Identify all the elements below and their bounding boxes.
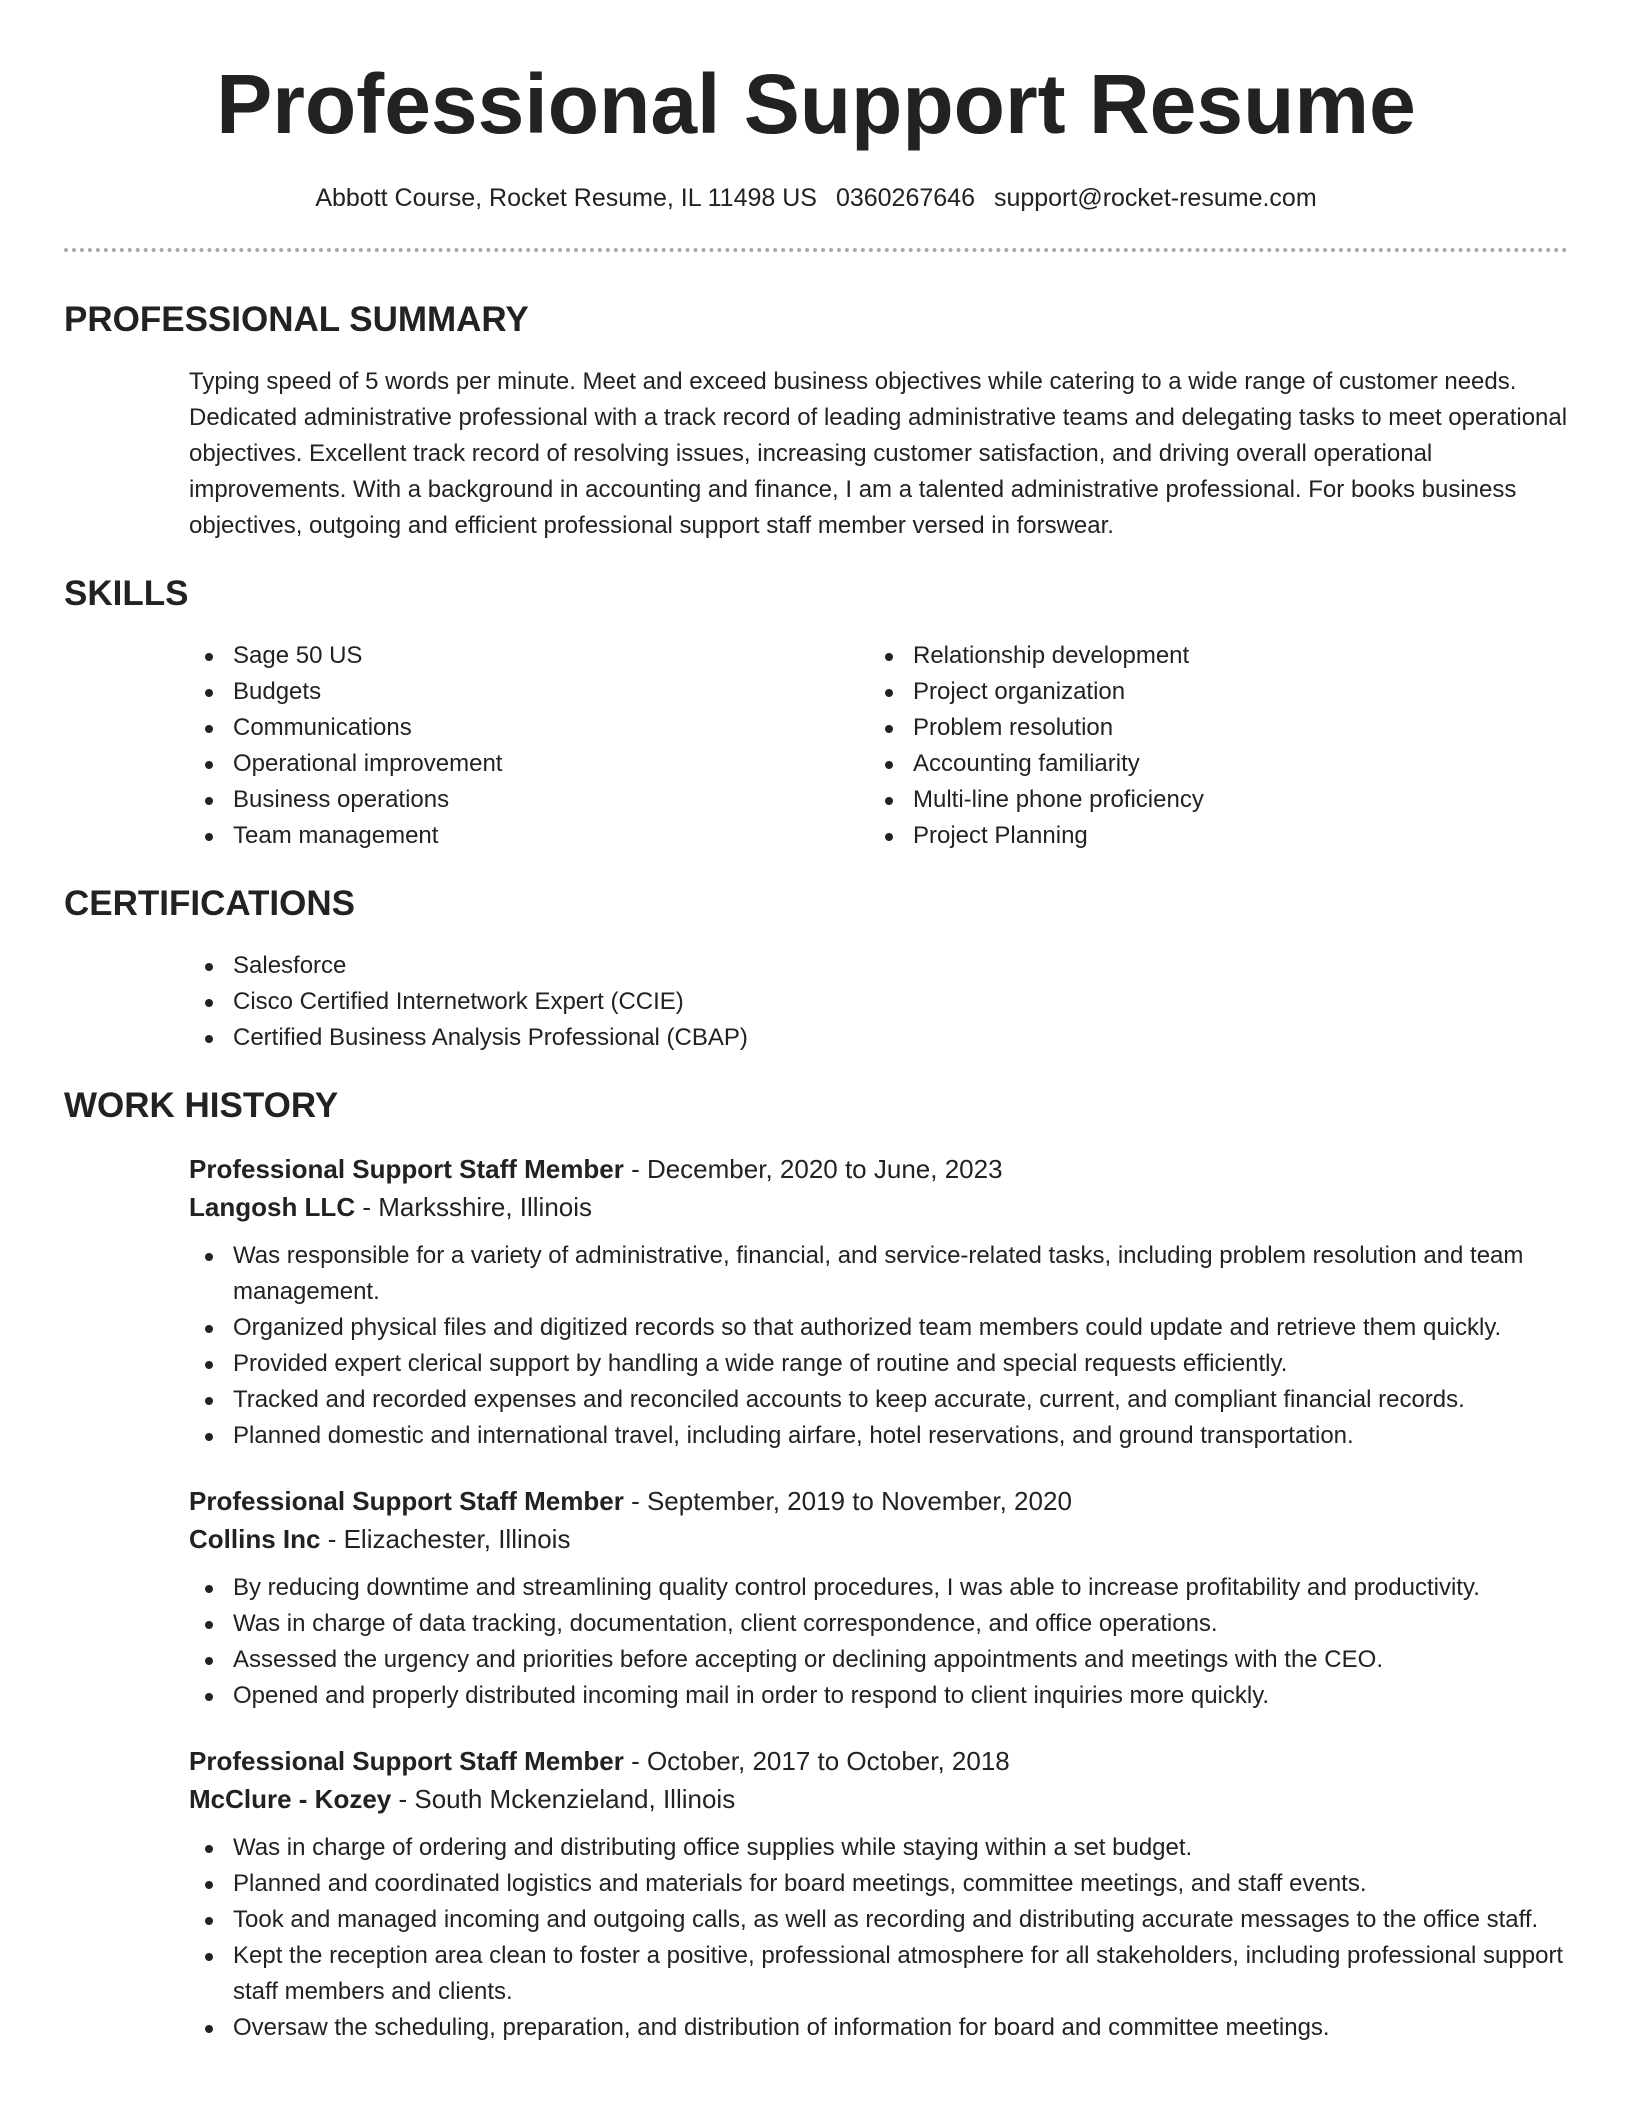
bullet-dot: [205, 1953, 213, 1961]
job-title-line: [189, 1742, 1568, 1780]
work-history-section: [64, 1086, 1568, 2046]
resume-header: [64, 0, 1568, 214]
summary-section: [64, 300, 1568, 544]
bullet-dot: [205, 1881, 213, 1889]
bullet-dot: [885, 689, 893, 697]
skill-item: Team management: [189, 818, 869, 854]
bullet-dot: [885, 725, 893, 733]
job-bullet: Tracked and recorded expenses and reconciled accounts to keep accurate, current, and compliant financial records.: [189, 1382, 1569, 1418]
bullet-dot: [205, 653, 213, 661]
skill-item: Problem resolution: [869, 710, 1549, 746]
job-company: Langosh LLC: [189, 1192, 356, 1222]
skill-item: Accounting familiarity: [869, 746, 1549, 782]
job-company-line: [189, 1188, 1568, 1226]
bullet-dot: [205, 1693, 213, 1701]
bullet-dot: [885, 833, 893, 841]
job-bullet: Took and managed incoming and outgoing calls, as well as recording and distributing accurate messages to the office staff.: [189, 1902, 1569, 1938]
job-bullet: Was in charge of data tracking, documentation, client correspondence, and office operations.: [189, 1606, 1569, 1642]
job-bullet: Was responsible for a variety of administrative, financial, and service-related tasks, including problem resolution and team management.: [189, 1238, 1569, 1310]
bullet-dot: [205, 963, 213, 971]
job-company-line: [189, 1520, 1568, 1558]
skill-item: Communications: [189, 710, 869, 746]
bullet-dot: [205, 1845, 213, 1853]
skill-item: Sage 50 US: [189, 638, 869, 674]
bullet-dot: [205, 2025, 213, 2033]
certifications-section: [64, 884, 1568, 1056]
job-bullet: Planned and coordinated logistics and materials for board meetings, committee meetings, and staff events.: [189, 1866, 1569, 1902]
bullet-dot: [205, 1657, 213, 1665]
bullet-dot: [205, 1361, 213, 1369]
contact-address: Abbott Course, Rocket Resume, IL 11498 US: [315, 184, 817, 212]
skill-item: Relationship development: [869, 638, 1549, 674]
resume-name: Professional Support Resume: [216, 57, 1416, 151]
job-bullet: Provided expert clerical support by handling a wide range of routine and special requests efficiently.: [189, 1346, 1569, 1382]
bullet-dot: [205, 1433, 213, 1441]
job-bullet: Organized physical files and digitized records so that authorized team members could update and retrieve them quickly.: [189, 1310, 1569, 1346]
bullet-dot: [205, 833, 213, 841]
summary-heading: PROFESSIONAL SUMMARY: [64, 300, 529, 339]
job-entry: [189, 1742, 1568, 2046]
job-title-line: [189, 1150, 1568, 1188]
contact-line: [64, 182, 1568, 214]
job-bullet: Opened and properly distributed incoming mail in order to respond to client inquiries more quickly.: [189, 1678, 1569, 1714]
job-role: Professional Support Staff Member: [189, 1486, 624, 1516]
job-dates: - October, 2017 to October, 2018: [623, 1746, 1010, 1776]
certifications-heading: CERTIFICATIONS: [64, 884, 356, 923]
skill-item: Multi-line phone proficiency: [869, 782, 1549, 818]
bullet-dot: [885, 653, 893, 661]
bullet-dot: [205, 761, 213, 769]
job-bullet: Oversaw the scheduling, preparation, and distribution of information for board and committee meetings.: [189, 2010, 1569, 2046]
skill-item: Project organization: [869, 674, 1549, 710]
bullet-dot: [205, 1585, 213, 1593]
job-bullets: [189, 1830, 1568, 2046]
bullet-dot: [205, 1917, 213, 1925]
contact-email: support@rocket-resume.com: [993, 184, 1317, 212]
skill-item: Operational improvement: [189, 746, 869, 782]
skills-section: [64, 574, 1568, 854]
bullet-dot: [205, 1035, 213, 1043]
job-location: - Elizachester, Illinois: [320, 1524, 571, 1554]
job-role: Professional Support Staff Member: [189, 1154, 624, 1184]
bullet-dot: [205, 1397, 213, 1405]
job-bullets: [189, 1238, 1568, 1454]
job-location: - South Mckenzieland, Illinois: [391, 1784, 736, 1814]
bullet-dot: [885, 797, 893, 805]
bullet-dot: [205, 999, 213, 1007]
skills-list-right: [869, 638, 1549, 854]
skills-heading: SKILLS: [64, 574, 189, 613]
bullet-dot: [205, 689, 213, 697]
certification-item: Cisco Certified Internetwork Expert (CCIE): [189, 984, 1568, 1020]
skills-list-left: [189, 638, 869, 854]
contact-phone: 0360267646: [835, 184, 975, 212]
bullet-dot: [205, 797, 213, 805]
job-company-line: [189, 1780, 1568, 1818]
job-bullet: By reducing downtime and streamlining quality control procedures, I was able to increase profitability and productivity.: [189, 1570, 1569, 1606]
certifications-list: [189, 948, 1568, 1056]
header-divider: [64, 248, 1568, 252]
job-entry: [189, 1150, 1568, 1454]
bullet-dot: [205, 1621, 213, 1629]
skill-item: Business operations: [189, 782, 869, 818]
certification-item: Salesforce: [189, 948, 1568, 984]
job-bullet: Kept the reception area clean to foster a positive, professional atmosphere for all stakeholders, including professional support staff members and clients.: [189, 1938, 1569, 2010]
skill-item: Budgets: [189, 674, 869, 710]
job-role: Professional Support Staff Member: [189, 1746, 624, 1776]
bullet-dot: [885, 761, 893, 769]
certification-item: Certified Business Analysis Professional (CBAP): [189, 1020, 1568, 1056]
job-bullets: [189, 1570, 1568, 1714]
bullet-dot: [205, 725, 213, 733]
job-title-line: [189, 1482, 1568, 1520]
job-bullet: Assessed the urgency and priorities before accepting or declining appointments and meetings with the CEO.: [189, 1642, 1569, 1678]
bullet-dot: [205, 1325, 213, 1333]
job-dates: - December, 2020 to June, 2023: [623, 1154, 1003, 1184]
job-bullet: Was in charge of ordering and distributing office supplies while staying within a set budget.: [189, 1830, 1569, 1866]
job-location: - Marksshire, Illinois: [355, 1192, 593, 1222]
job-dates: - September, 2019 to November, 2020: [623, 1486, 1072, 1516]
job-entry: [189, 1482, 1568, 1714]
summary-text: Typing speed of 5 words per minute. Meet and exceed business objectives while catering to a wide range of customer needs. Dedicated administrative professional with a track record of leading administrative teams and delegating tasks to meet operational objectives. Excellent track record of resolving issues, increasing customer satisfaction, and driving overall operational improvements. With a background in accounting and finance, I am a talented administrative professional. For books business objectives, outgoing and efficient professional support staff member versed in forswear.: [189, 368, 1568, 539]
work-history-heading: WORK HISTORY: [64, 1086, 339, 1125]
job-bullet: Planned domestic and international travel, including airfare, hotel reservations, and ground transportation.: [189, 1418, 1569, 1454]
job-company: Collins Inc: [189, 1524, 321, 1554]
bullet-dot: [205, 1253, 213, 1261]
skill-item: Project Planning: [869, 818, 1549, 854]
job-company: McClure - Kozey: [189, 1784, 392, 1814]
